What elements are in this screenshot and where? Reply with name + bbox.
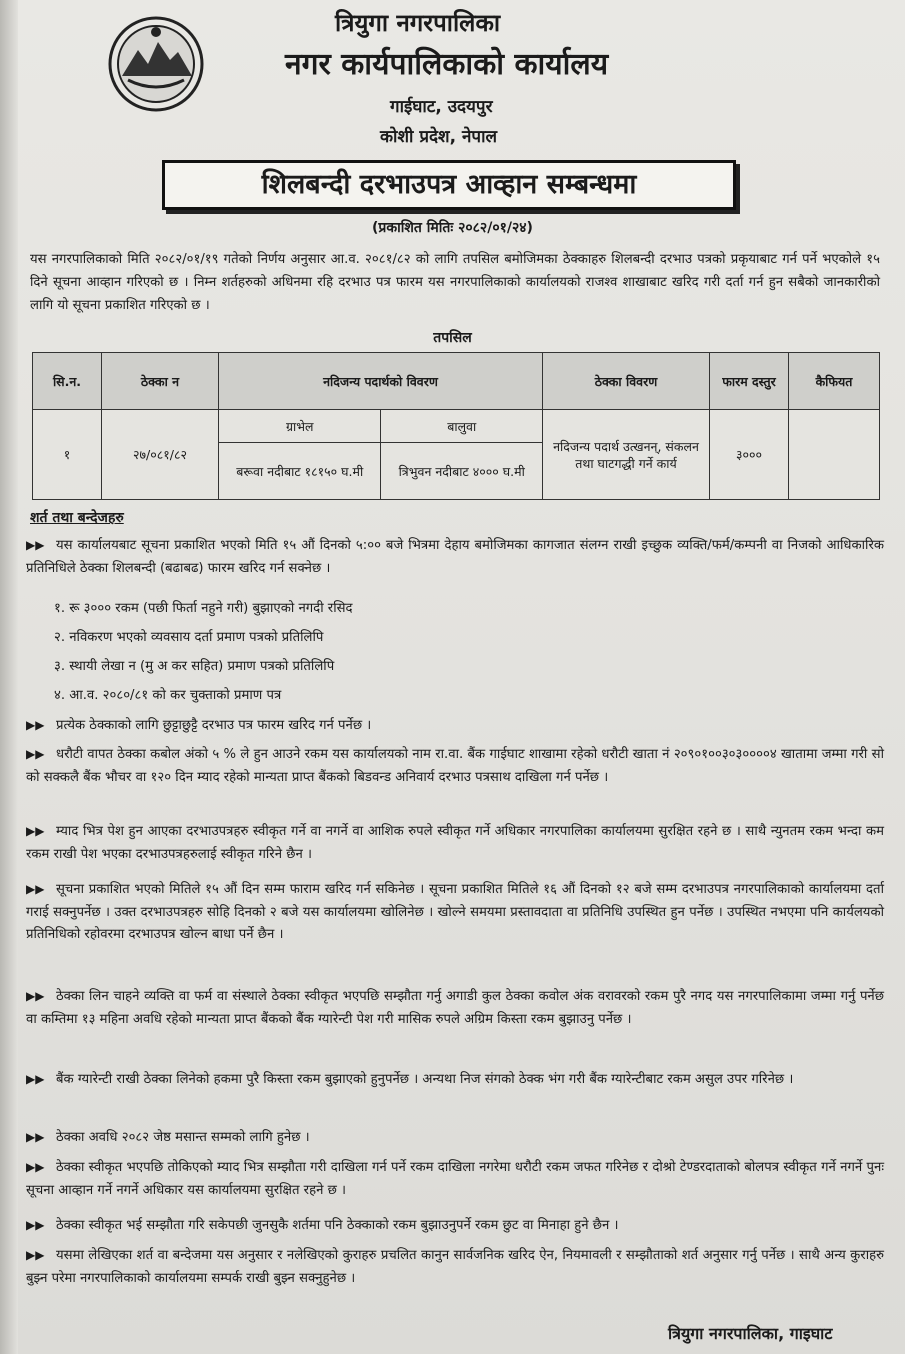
bullet-icon: ▶▶: [26, 1130, 45, 1144]
bullet-icon: ▶▶: [26, 1072, 45, 1086]
col-header-form-fee: फारम दस्तुर: [710, 353, 789, 410]
bullet-icon: ▶▶: [26, 1248, 45, 1262]
terms-heading: शर्त तथा बन्देजहरु: [30, 510, 124, 526]
term-item: ▶▶ ठेक्का अवधि २०८२ जेष्ठ मसान्त सम्मको लागि हुनेछ ।: [26, 1126, 884, 1150]
term-item: ▶▶ यसमा लेखिएका शर्त वा बन्देजमा यस अनुसार र नलेखिएको कुराहरु प्रचलित कानुन सार्वजनिक खरिद ऐन, नियमावली र सम्झौताको शर्त अनुसार गर्नु पर्नेछ । साथै अन्य कुराहरु बुझ्न परेमा नगरपालिकाको कार्यालयमा सम्पर्क राखी बुझ्न सक्नुहुनेछ ।: [26, 1244, 884, 1290]
table-cell-sn: १: [33, 410, 102, 500]
published-date: (प्रकाशित मितिः २०८२/०१/२४): [372, 220, 533, 236]
province-address: कोशी प्रदेश, नेपाल: [380, 127, 497, 147]
header: [0, 0, 905, 160]
table-cell-contract-no: २७/०८१/८२: [102, 410, 219, 500]
government-emblem-icon: [106, 14, 206, 114]
document-item: १. रू ३००० रकम (पछी फिर्ता नहुने गरी) बुझाएको नगदी रसिद: [54, 601, 353, 616]
table-cell-contract-desc: नदिजन्य पदार्थ उत्खनन्, संकलन तथा घाटगद्धी गर्ने कार्य: [543, 410, 710, 500]
bullet-icon: ▶▶: [26, 718, 45, 732]
document-item: ४. आ.व. २०८०/८१ को कर चुक्ताको प्रमाण पत्र: [54, 688, 282, 703]
col-header-sn: सि.न.: [33, 353, 102, 410]
table-cell-sand: त्रिभुवन नदीबाट ४००० घ.मी: [381, 443, 543, 500]
bullet-icon: ▶▶: [26, 882, 45, 896]
term-item: ▶▶ बैंक ग्यारेन्टी राखी ठेक्का लिनेको हकमा पुरै किस्ता रकम बुझाएको हुनुपर्नेछ । अन्यथा निज संगको ठेक्क भंग गरी बैंक ग्यारेन्टीबाट रकम असुल उपर गरिनेछ ।: [26, 1068, 884, 1092]
table-header-row: [33, 353, 880, 410]
table-cell-gravel: बरूवा नदीबाट १८१५० घ.मी: [219, 443, 381, 500]
table-cell-remarks: [789, 410, 880, 500]
col-header-remarks: कैफियत: [789, 353, 880, 410]
subheader-gravel: ग्राभेल: [219, 410, 381, 443]
office-address: गाईघाट, उदयपुर: [390, 97, 493, 117]
document-item: २. नविकरण भएको व्यवसाय दर्ता प्रमाण पत्रको प्रतिलिपि: [54, 630, 324, 645]
bullet-icon: ▶▶: [26, 824, 45, 838]
notice-title-box: [162, 160, 736, 210]
bullet-icon: ▶▶: [26, 989, 45, 1003]
term-item: ▶▶ प्रत्येक ठेक्काको लागि छुट्टाछुट्टै दरभाउ पत्र फारम खरिद गर्न पर्नेछ ।: [26, 714, 884, 738]
bullet-icon: ▶▶: [26, 1160, 45, 1174]
col-header-materials: नदिजन्य पदार्थको विवरण: [219, 353, 543, 410]
footer-signature: त्रियुगा नगरपालिका, गाइघाट: [668, 1324, 833, 1343]
col-header-contract-no: ठेक्का न: [102, 353, 219, 410]
col-header-contract-desc: ठेक्का विवरण: [543, 353, 710, 410]
term-item: ▶▶ ठेक्का स्वीकृत भएपछि तोकिएको म्याद भित्र सम्झौता गरी दाखिला गर्न पर्ने रकम दाखिला नगरेमा धरौटी रकम जफत गरिनेछ र दोश्रो टेण्डरदाताको बोलपत्र स्वीकृत गर्ने नगर्ने पुनः सूचना आव्हान गर्ने नगर्ने अधिकार यस कार्यालयमा सुरक्षित रहने छ ।: [26, 1156, 884, 1202]
subheader-sand: बालुवा: [381, 410, 543, 443]
term-item: ▶▶ ठेक्का स्वीकृत भई सम्झौता गरि सकेपछी जुनसुकै शर्तमा पनि ठेक्काको रकम बुझाउनुपर्ने रकम छुट वा मिनाहा हुने छैन ।: [26, 1214, 884, 1238]
document-item: ३. स्थायी लेखा न (मु अ कर सहित) प्रमाण पत्रको प्रतिलिपि: [54, 659, 335, 674]
contract-table: [32, 352, 880, 500]
term-item: ▶▶ म्याद भित्र पेश हुन आएका दरभाउपत्रहरु स्वीकृत गर्ने वा नगर्ने वा आशिक रुपले स्वीकृत गर्ने अधिकार नगरपालिका कार्यालयमा सुरक्षित रहने छ । साथै न्युनतम रकम भन्दा कम रकम राखी पेश भएका दरभाउपत्रहरुलाई स्वीकृत गरिने छैन ।: [26, 820, 884, 866]
table-subheader-row: [33, 410, 880, 443]
bullet-icon: ▶▶: [26, 538, 45, 552]
intro-paragraph: यस नगरपालिकाको मिति २०८२/०१/१९ गतेको निर्णय अनुसार आ.व. २०८१/८२ को लागि तपसिल बमोजिमका ठेक्काहरु शिलबन्दी दरभाउ पत्रको प्रकृयाबाट गर्न पर्ने भएकोले १५ दिने सूचना आव्हान गरिएको छ । निम्न शर्तहरुको अधिनमा रहि दरभाउ पत्र फारम यस नगरपालिकाको कार्यालयको राजश्व शाखाबाट खरिद गरी दर्ता गर्न हुन सबैको जानकारीको लागि यो सूचना प्रकाशित गरिएको छ ।: [30, 252, 880, 313]
bullet-icon: ▶▶: [26, 1218, 45, 1232]
term-item: ▶▶ ठेक्का लिन चाहने व्यक्ति वा फर्म वा संस्थाले ठेक्का स्वीकृत भएपछि सम्झौता गर्नु अगाडी कुल ठेक्का कवोल अंक वरावरको रकम पुरै नगद यस नगरपालिकामा जम्मा गर्नु पर्नेछ वा कम्तिमा १३ महिना अवधि रहेको मान्यता प्राप्त बैंकको बैंक ग्यारेन्टी पेश गरी मासिक रुपले अग्रिम किस्ता रकम बुझाउनु पर्नेछ ।: [26, 985, 884, 1031]
term-item: ▶▶ सूचना प्रकाशित भएको मितिले १५ औं दिन सम्म फाराम खरिद गर्न सकिनेछ । सूचना प्रकाशित मितिले १६ औं दिनको १२ बजे सम्म दरभाउपत्र नगरपालिकाको कार्यालयमा दर्ता गराई सक्नुपर्नेछ । उक्त दरभाउपत्रहरु सोहि दिनको २ बजे यस कार्यालयमा खोलिनेछ । खोल्ने समयमा प्रस्तावदाता वा प्रतिनिधि उपस्थित हुन पर्नेछ । उपस्थित नभएमा पनि कार्यलयको प्रतिनिधिको रहोवरमा दरभाउपत्र खोल्न बाधा पर्ने छैन ।: [26, 878, 884, 947]
bullet-icon: ▶▶: [26, 747, 45, 761]
table-cell-form-fee: ३०००: [710, 410, 789, 500]
paper-edge: [0, 0, 18, 1354]
tapasil-heading: तपसिल: [433, 330, 472, 346]
notice-title: शिलबन्दी दरभाउपत्र आव्हान सम्बन्धमा: [261, 169, 637, 200]
term-item: ▶▶ धरौटी वापत ठेक्का कबोल अंको ५ % ले हुन आउने रकम यस कार्यालयको नाम रा.वा. बैंक गाईघाट शाखामा रहेको धरौटी खाता नं २०९०१००३०३००००४ खातामा जम्मा गरी सो को सक्कलै बैंक भौचर वा १२० दिन म्याद रहेको मान्यता प्राप्त बैंकको बिडवन्ड अनिवार्य दरभाउ पत्रसाथ दाखिला गर्न पर्नेछ ।: [26, 743, 884, 789]
office-name: नगर कार्यपालिकाको कार्यालय: [285, 47, 609, 82]
municipality-name: त्रियुगा नगरपालिका: [335, 9, 501, 37]
term-item: ▶▶ यस कार्यालयबाट सूचना प्रकाशित भएको मिति १५ औं दिनको ५:०० बजे भित्रमा देहाय बमोजिमका कागजात संलग्न राखी इच्छुक व्यक्ति/फर्म/कम्पनी वा निजको आधिकारिक प्रतिनिधिले ठेक्का शिलबन्दी (बढाबढ) फारम खरिद गर्न सक्नेछ ।: [26, 534, 884, 580]
